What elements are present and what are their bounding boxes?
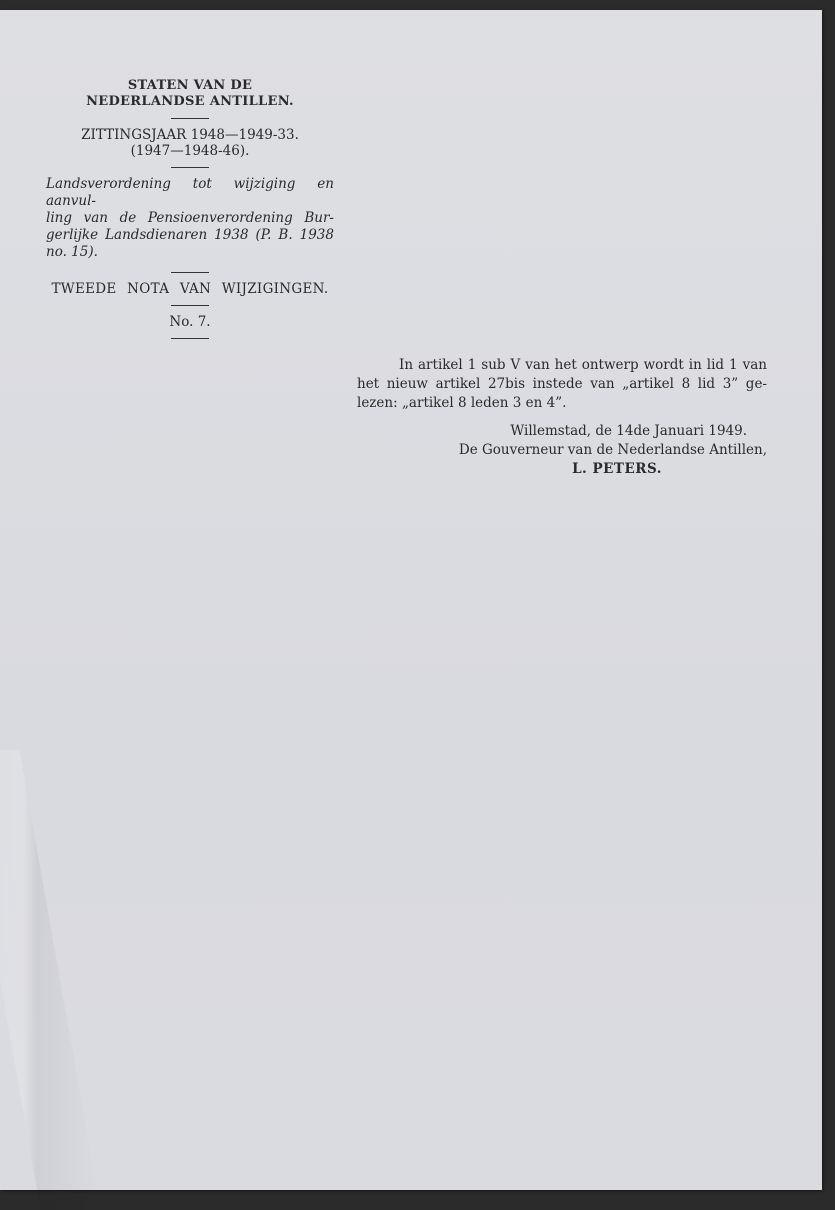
- header-line-1: STATEN VAN DE: [127, 78, 253, 93]
- subject-line: gerlijke Landsdienaren 1938 (P. B. 1938: [46, 227, 334, 243]
- body-line: In artikel 1 sub V van het ontwerp wordt in lid 1 van: [399, 357, 767, 373]
- signatory-name: L. PETERS.: [572, 461, 662, 477]
- nota-title: TWEEDE NOTA VAN WIJZIGINGEN.: [51, 281, 329, 297]
- divider-rule: [171, 305, 209, 306]
- divider-rule: [171, 167, 209, 168]
- place-date: Willemstad, de 14de Januari 1949.: [510, 423, 747, 439]
- body-line: lezen: „artikel 8 leden 3 en 4”.: [357, 395, 567, 411]
- divider-rule: [171, 118, 209, 119]
- header-line-2: NEDERLANDSE ANTILLEN.: [86, 94, 294, 109]
- subject-line: ling van de Pensioenverordening Bur-: [46, 210, 334, 226]
- document-page: [0, 10, 822, 1190]
- body-line: het nieuw artikel 27bis instede van „artikel 8 lid 3” ge-: [357, 376, 767, 392]
- divider-rule: [171, 272, 209, 273]
- subject-line: no. 15).: [46, 244, 98, 260]
- session-line-2: (1947—1948-46).: [130, 143, 250, 159]
- paper-crease: [0, 750, 101, 1210]
- subject-line: Landsverordening tot wijziging en aanvul-: [46, 176, 334, 209]
- session-line-1: ZITTINGSJAAR 1948—1949-33.: [81, 127, 299, 143]
- subject-block: [46, 176, 334, 261]
- signatory-role: De Gouverneur van de Nederlandse Antillen,: [458, 442, 767, 458]
- nota-number: No. 7.: [169, 314, 211, 330]
- divider-rule: [171, 338, 209, 339]
- body-column: [357, 356, 767, 479]
- header-column: [40, 78, 340, 347]
